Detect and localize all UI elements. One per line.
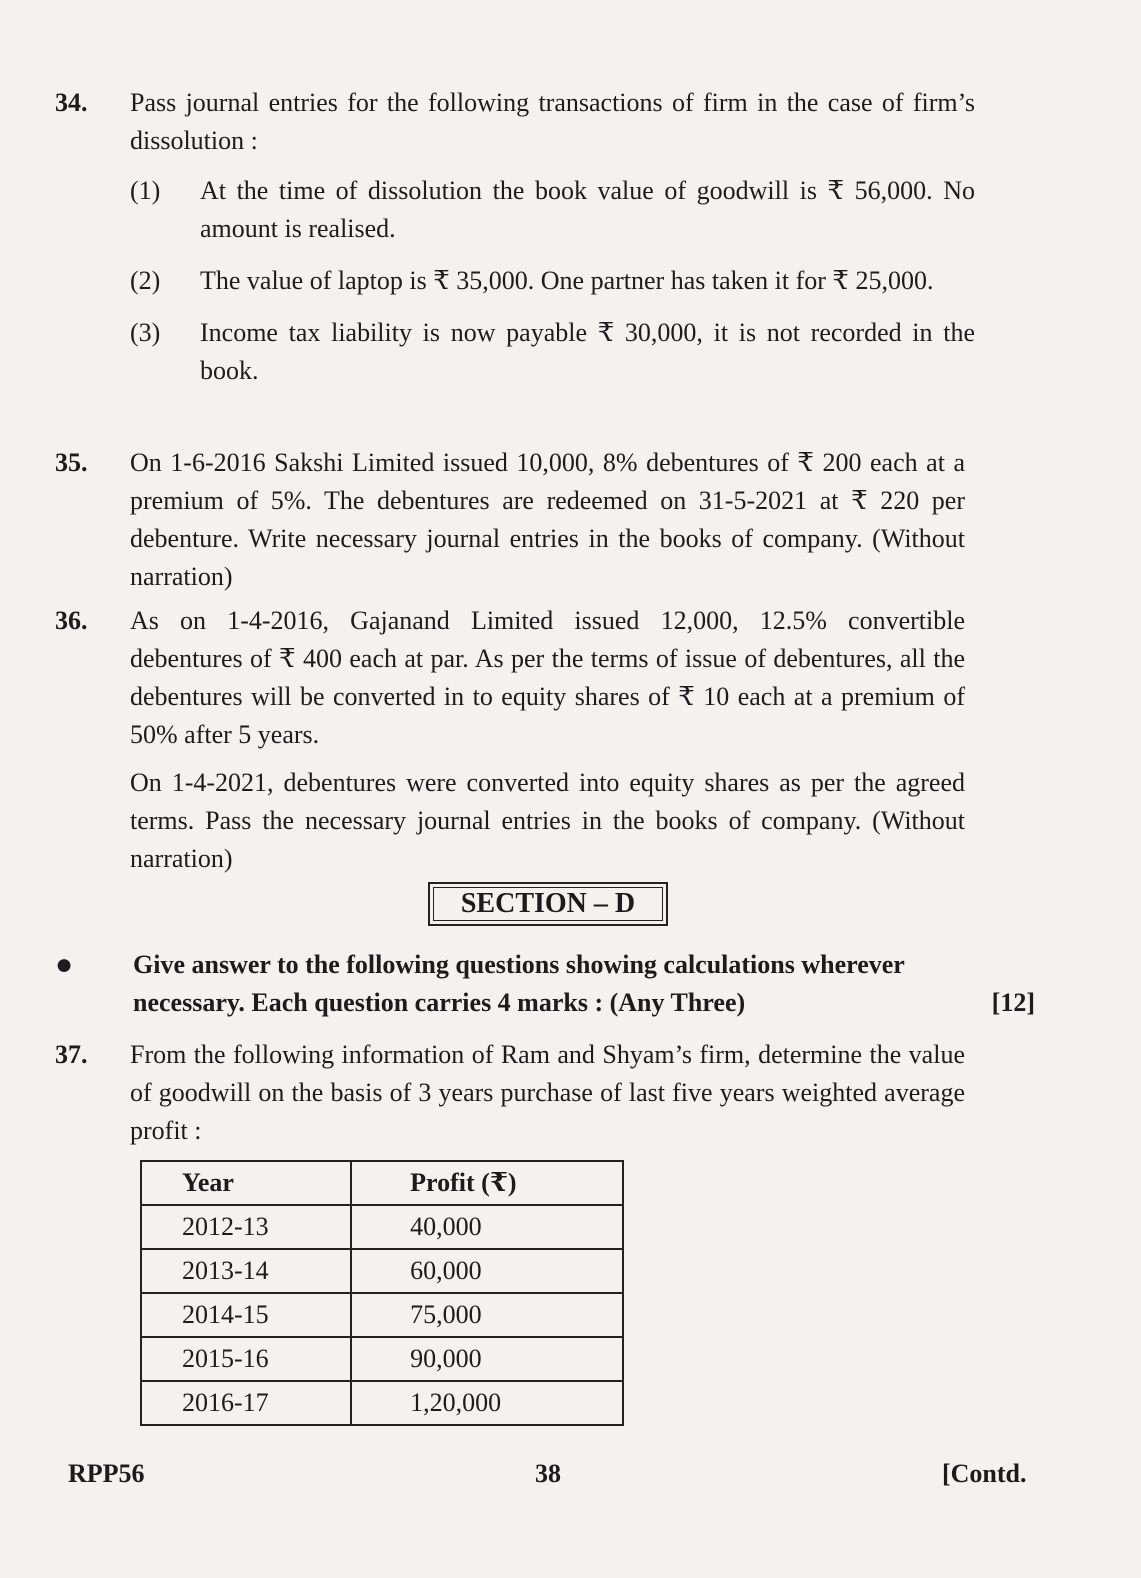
table-cell-profit: 1,20,000	[351, 1381, 623, 1425]
section-heading-text: SECTION – D	[460, 888, 636, 919]
table-header-year: Year	[141, 1161, 351, 1205]
section-heading	[428, 882, 668, 926]
sub-item-text: Income tax liability is now payable ₹ 30,000, it is not recorded in the book.	[200, 318, 975, 385]
question-number: 36.	[55, 606, 88, 635]
table-cell-year: 2012-13	[141, 1205, 351, 1249]
table-cell-profit: 90,000	[351, 1337, 623, 1381]
table-row	[141, 1205, 623, 1249]
bullet-icon: ●	[55, 948, 74, 981]
table-cell-year: 2014-15	[141, 1293, 351, 1337]
sub-item-3	[130, 314, 975, 390]
sub-item-text: The value of laptop is ₹ 35,000. One partner has taken it for ₹ 25,000.	[200, 266, 934, 295]
sub-item-number: (1)	[130, 176, 161, 205]
table-header-profit: Profit (₹)	[351, 1161, 623, 1205]
question-34	[55, 84, 975, 390]
question-number: 37.	[55, 1040, 88, 1069]
sub-item-2	[130, 262, 975, 300]
table-cell-profit: 75,000	[351, 1293, 623, 1337]
question-number: 34.	[55, 88, 88, 117]
table-row	[141, 1249, 623, 1293]
question-text: Pass journal entries for the following transactions of firm in the case of firm’s dissolution :	[130, 88, 975, 155]
footer-code: RPP56	[68, 1459, 145, 1488]
table-row	[141, 1381, 623, 1425]
question-number: 35.	[55, 448, 88, 477]
table-cell-profit: 40,000	[351, 1205, 623, 1249]
sub-item-number: (2)	[130, 266, 161, 295]
question-text: On 1-6-2016 Sakshi Limited issued 10,000, 8% debentures of ₹ 200 each at a premium of 5%. The debentures are redeemed on 31-5-2021 at ₹ 220 per debenture. Write necessary journal entries in the books of company. (Without narration)	[130, 448, 965, 591]
profit-table	[140, 1160, 624, 1426]
table-cell-year: 2015-16	[141, 1337, 351, 1381]
question-text: From the following information of Ram and Shyam’s firm, determine the value of goodwill on the basis of 3 years purchase of last five years weighted average profit :	[130, 1040, 965, 1145]
sub-item-1	[130, 172, 975, 248]
table-row	[141, 1337, 623, 1381]
instruction-text: Give answer to the following questions showing calculations wherever necessary. Each question carries 4 marks : (Any Three)	[133, 950, 905, 1017]
table-row	[141, 1293, 623, 1337]
table-cell-year: 2013-14	[141, 1249, 351, 1293]
table-cell-profit: 60,000	[351, 1249, 623, 1293]
page-number: 38	[535, 1459, 561, 1488]
marks-label: [12]	[991, 988, 1035, 1017]
sub-item-text: At the time of dissolution the book value of goodwill is ₹ 56,000. No amount is realised.	[200, 176, 975, 243]
question-36	[55, 602, 965, 878]
question-paragraph-1: As on 1-4-2016, Gajanand Limited issued 12,000, 12.5% convertible debentures of ₹ 400 each at par. As per the terms of issue of debentures, all the debentures will be converted in to equity shares of ₹ 10 each at a premium of 50% after 5 years.	[130, 606, 965, 749]
table-cell-year: 2016-17	[141, 1381, 351, 1425]
question-paragraph-2: On 1-4-2021, debentures were converted into equity shares as per the agreed terms. Pass the necessary journal entries in the books of company. (Without narration)	[130, 768, 965, 873]
table-header-row	[141, 1161, 623, 1205]
sub-item-number: (3)	[130, 318, 161, 347]
section-instruction	[55, 946, 1035, 1022]
continued-label: [Contd.	[942, 1459, 1027, 1488]
question-35	[55, 444, 965, 596]
question-37	[55, 1036, 965, 1150]
